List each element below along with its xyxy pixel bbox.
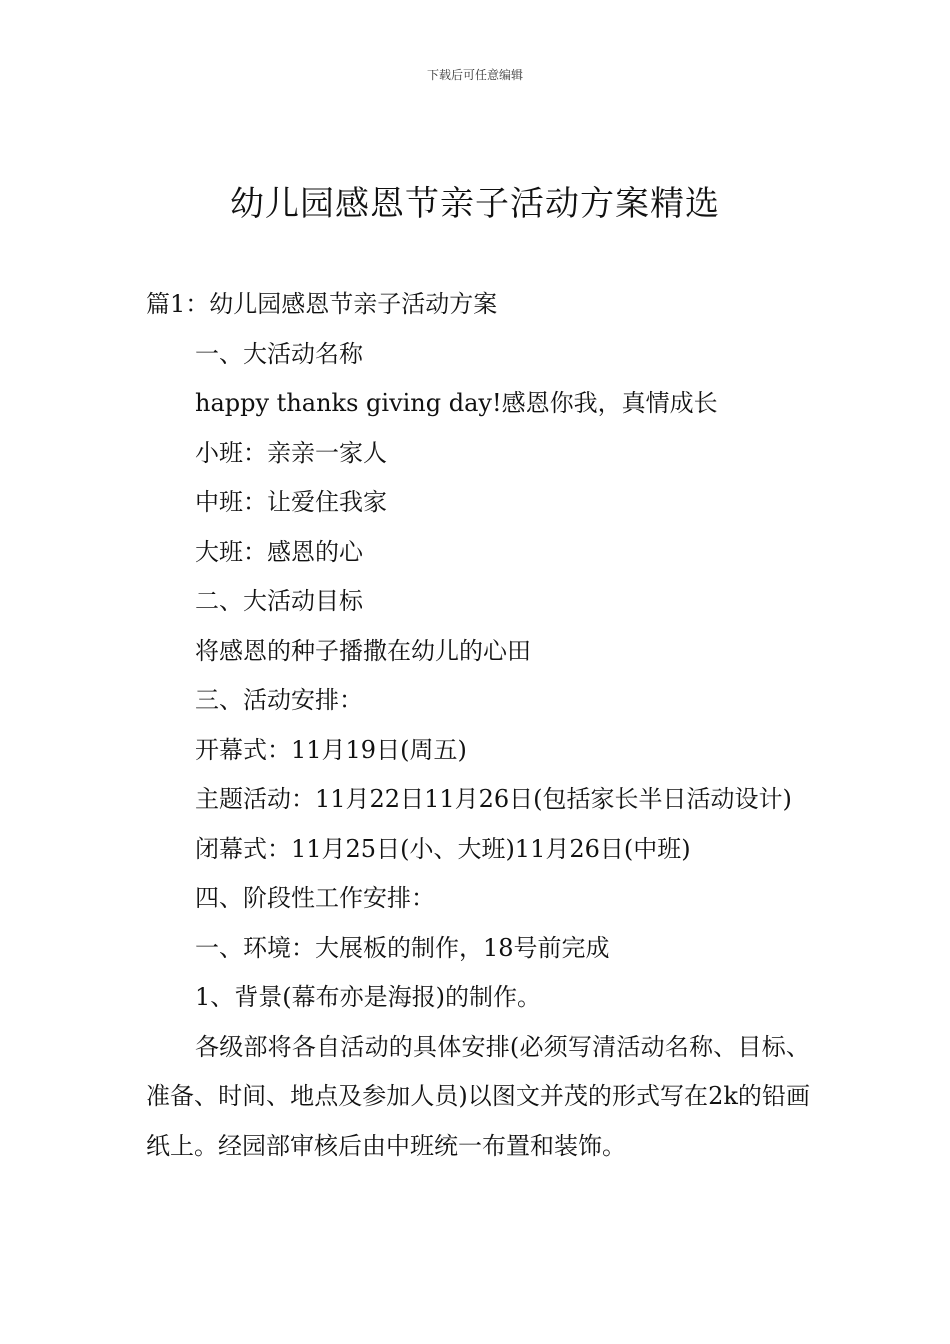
opening-ceremony: 开幕式：11月19日(周五) bbox=[195, 735, 467, 764]
big-class-theme: 大班：感恩的心 bbox=[195, 537, 363, 566]
activity-goal-text: 将感恩的种子播撒在幼儿的心田 bbox=[195, 636, 531, 665]
theme-activity-paragraph: 主题活动：11月22日11月26日(包括家长半日活动设计) bbox=[195, 785, 792, 813]
document-body bbox=[146, 280, 810, 1171]
page-header-note: 下载后可任意编辑 bbox=[426, 68, 523, 82]
subheading-activity-name: 一、大活动名称 bbox=[195, 339, 363, 368]
subheading-phase-work: 四、阶段性工作安排： bbox=[195, 884, 435, 912]
background-details-paragraph: 各级部将各自活动的具体安排(必须写清活动名称、目标、准备、时间、地点及参加人员)以图文并茂的形式写在2k的铅画纸上。经园部审核后由中班统一布置和装饰。 bbox=[146, 1032, 810, 1160]
background-item: 1、背景(幕布亦是海报)的制作。 bbox=[195, 983, 541, 1011]
environment-item: 一、环境：大展板的制作，18号前完成 bbox=[195, 933, 610, 962]
subheading-activity-goal: 二、大活动目标 bbox=[195, 587, 363, 615]
document-title: 幼儿园感恩节亲子活动方案精选 bbox=[230, 184, 720, 224]
subheading-schedule: 三、活动安排： bbox=[195, 686, 363, 714]
activity-theme: happy thanks giving day!感恩你我，真情成长 bbox=[195, 389, 718, 417]
section-heading: 篇1：幼儿园感恩节亲子活动方案 bbox=[146, 290, 498, 318]
small-class-theme: 小班：亲亲一家人 bbox=[195, 438, 387, 467]
closing-ceremony: 闭幕式：11月25日(小、大班)11月26日(中班) bbox=[195, 834, 691, 863]
middle-class-theme: 中班：让爱住我家 bbox=[195, 488, 387, 516]
